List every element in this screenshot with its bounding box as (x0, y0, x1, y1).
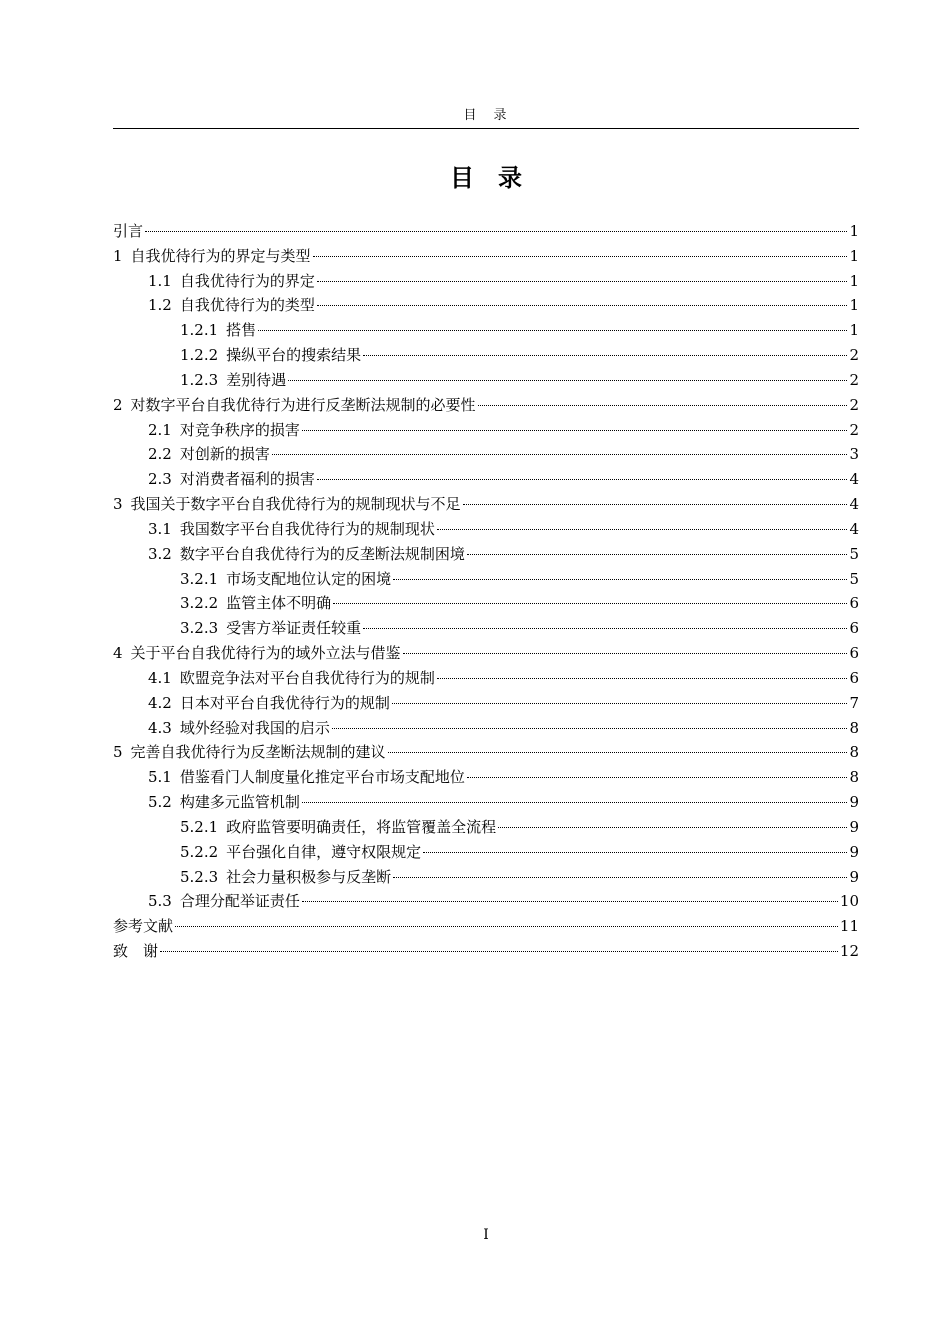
page-title-right: 录 (498, 164, 522, 192)
toc-entry-number: 5.2.2 (180, 842, 219, 861)
toc-entry-number: 3.2.2 (180, 594, 219, 613)
toc-dot-leader (317, 280, 848, 282)
toc-dot-leader (423, 851, 847, 853)
toc-entry-number: 1.2 (148, 296, 172, 315)
toc-dot-leader (478, 404, 848, 406)
toc-entry-title: 对数字平台自我优待行为进行反垄断法规制的必要性 (130, 395, 476, 414)
toc-entry-page: 4 (849, 495, 859, 514)
toc-entry[interactable] (113, 616, 859, 641)
toc-entry[interactable] (113, 567, 859, 592)
toc-entry-title: 自我优待行为的界定与类型 (130, 246, 311, 265)
toc-entry[interactable] (113, 914, 859, 939)
toc-entry[interactable] (113, 393, 859, 418)
toc-dot-leader (403, 652, 848, 654)
toc-entry-title: 欧盟竞争法对平台自我优待行为的规制 (179, 668, 435, 687)
toc-dot-leader (317, 304, 848, 306)
toc-entry-number: 2 (113, 395, 123, 414)
toc-entry-title: 数字平台自我优待行为的反垄断法规制困境 (179, 544, 465, 563)
toc-entry[interactable] (113, 939, 859, 964)
toc-entry[interactable] (113, 691, 859, 716)
toc-entry[interactable] (113, 418, 859, 443)
toc-entry-page: 9 (849, 867, 859, 886)
toc-entry[interactable] (113, 318, 859, 343)
toc-entry-page: 2 (849, 346, 859, 365)
toc-entry[interactable] (113, 219, 859, 244)
toc-entry-page: 2 (849, 370, 859, 389)
toc-entry-title: 我国数字平台自我优待行为的规制现状 (179, 519, 435, 538)
toc-entry[interactable] (113, 666, 859, 691)
toc-entry[interactable] (113, 492, 859, 517)
toc-entry-title: 引言 (113, 222, 144, 240)
toc-entry-title: 合理分配举证责任 (179, 892, 300, 911)
toc-entry[interactable] (113, 343, 859, 368)
toc-entry-number: 5.2 (148, 793, 172, 812)
toc-entry-page: 10 (839, 892, 859, 911)
toc-entry-title: 自我优待行为的界定 (179, 271, 315, 290)
toc-entry-page: 2 (849, 420, 859, 439)
toc-dot-leader (332, 727, 848, 729)
toc-entry-title: 日本对平台自我优待行为的规制 (179, 693, 390, 712)
toc-entry-number: 3 (113, 495, 123, 514)
toc-entry-number: 2.2 (148, 445, 172, 464)
toc-entry-page: 6 (849, 668, 859, 687)
toc-entry[interactable] (113, 790, 859, 815)
toc-entry-page: 4 (849, 519, 859, 538)
toc-dot-leader (463, 503, 848, 505)
toc-dot-leader (467, 553, 848, 555)
toc-entry[interactable] (113, 442, 859, 467)
toc-dot-leader (302, 429, 848, 431)
toc-entry-number: 5.2.1 (180, 817, 219, 836)
toc-entry-page: 1 (849, 296, 859, 315)
toc-dot-leader (317, 478, 848, 480)
toc-entry-title: 对创新的损害 (179, 445, 270, 464)
toc-entry[interactable] (113, 244, 859, 269)
toc-dot-leader (467, 776, 848, 778)
toc-entry-number: 3.2.3 (180, 619, 219, 638)
toc-entry-title: 对竞争秩序的损害 (179, 420, 300, 439)
toc-entry-page: 9 (849, 793, 859, 812)
toc-entry-title: 社会力量积极参与反垄断 (226, 867, 392, 886)
toc-entry-title: 监管主体不明确 (226, 594, 332, 613)
toc-dot-leader (363, 627, 847, 629)
toc-dot-leader (392, 702, 848, 704)
toc-entry-page: 5 (849, 569, 859, 588)
toc-dot-leader (437, 677, 848, 679)
toc-entry-title: 关于平台自我优待行为的域外立法与借鉴 (130, 644, 401, 663)
toc-dot-leader (333, 602, 847, 604)
toc-dot-leader (272, 453, 848, 455)
toc-entry-number: 5.3 (148, 892, 172, 911)
running-header: 目 录 (463, 108, 509, 123)
toc-entry-number: 4.2 (148, 693, 172, 712)
toc-entry-title: 政府监管要明确责任，将监管覆盖全流程 (226, 817, 497, 836)
toc-entry[interactable] (113, 368, 859, 393)
toc-entry-page: 3 (849, 445, 859, 464)
toc-entry-title: 构建多元监管机制 (179, 793, 300, 812)
toc-entry-page: 8 (849, 768, 859, 787)
toc-dot-leader (393, 578, 847, 580)
toc-entry-page: 6 (849, 619, 859, 638)
toc-entry-page: 1 (849, 321, 859, 340)
toc-dot-leader (498, 826, 847, 828)
toc-entry-page: 7 (849, 693, 859, 712)
toc-dot-leader (145, 230, 847, 232)
toc-entry-title: 搭售 (226, 321, 257, 340)
page-number: I (483, 1227, 489, 1243)
toc-entry-number: 2.3 (148, 470, 172, 489)
toc-entry-title: 借鉴看门人制度量化推定平台市场支配地位 (179, 768, 465, 787)
toc-entry-title: 完善自我优待行为反垄断法规制的建议 (130, 743, 386, 762)
toc-entry[interactable] (113, 591, 859, 616)
toc-dot-leader (393, 876, 847, 878)
toc-dot-leader (313, 255, 848, 257)
toc-entry-page: 9 (849, 842, 859, 861)
toc-dot-leader (258, 329, 847, 331)
page-title (113, 162, 859, 194)
toc-entry-number: 1.2.1 (180, 321, 219, 340)
toc-entry-title: 操纵平台的搜索结果 (226, 346, 362, 365)
toc-entry-number: 5.1 (148, 768, 172, 787)
toc-entry-page: 1 (849, 271, 859, 290)
toc-entry-number: 4.3 (148, 718, 172, 737)
toc-entry[interactable] (113, 765, 859, 790)
toc-dot-leader (288, 379, 847, 381)
toc-entry-page: 6 (849, 644, 859, 663)
toc-dot-leader (302, 900, 838, 902)
toc-entry-page: 1 (849, 246, 859, 265)
toc-entry[interactable] (113, 641, 859, 666)
toc-entry-title: 参考文献 (113, 917, 174, 936)
toc-entry-title: 致 谢 (113, 942, 159, 961)
toc-entry-number: 4 (113, 644, 123, 663)
toc-entry[interactable] (113, 517, 859, 542)
toc-entry-number: 5.2.3 (180, 867, 219, 886)
toc-entry-number: 1.1 (148, 271, 172, 290)
toc-entry-title: 我国关于数字平台自我优待行为的规制现状与不足 (130, 495, 461, 514)
toc-entry-page: 2 (849, 395, 859, 414)
toc-entry-number: 1.2.3 (180, 370, 219, 389)
toc-entry-page: 6 (849, 594, 859, 613)
toc-entry-number: 3.2.1 (180, 569, 219, 588)
toc-entry-number: 5 (113, 743, 123, 762)
toc-entry-number: 2.1 (148, 420, 172, 439)
toc-entry-number: 4.1 (148, 668, 172, 687)
toc-entry-number: 1.2.2 (180, 346, 219, 365)
toc-entry[interactable] (113, 467, 859, 492)
toc-dot-leader (175, 925, 838, 927)
toc-entry[interactable] (113, 815, 859, 840)
header-rule (113, 128, 859, 129)
toc-entry[interactable] (113, 542, 859, 567)
toc-entry-page: 4 (849, 470, 859, 489)
toc-entry-title: 域外经验对我国的启示 (179, 718, 330, 737)
toc-entry-page: 5 (849, 544, 859, 563)
toc-entry-title: 市场支配地位认定的困境 (226, 569, 392, 588)
toc-entry-title: 受害方举证责任较重 (226, 619, 362, 638)
toc-entry-number: 3.2 (148, 544, 172, 563)
page-title-left: 目 (450, 164, 474, 192)
toc-dot-leader (363, 354, 847, 356)
toc-entry-page: 9 (849, 817, 859, 836)
toc-entry-number: 3.1 (148, 519, 172, 538)
toc-entry-title: 对消费者福利的损害 (179, 470, 315, 489)
table-of-contents (113, 219, 859, 964)
toc-dot-leader (388, 751, 848, 753)
toc-entry-page: 1 (849, 222, 859, 240)
toc-entry-title: 平台强化自律，遵守权限规定 (226, 842, 422, 861)
toc-entry-title: 自我优待行为的类型 (179, 296, 315, 315)
toc-entry[interactable] (113, 716, 859, 741)
toc-entry[interactable] (113, 865, 859, 890)
toc-entry-page: 8 (849, 718, 859, 737)
toc-entry[interactable] (113, 269, 859, 294)
toc-entry-page: 11 (839, 917, 859, 936)
toc-entry-page: 8 (849, 743, 859, 762)
toc-dot-leader (160, 950, 838, 952)
toc-entry-page: 12 (839, 942, 859, 961)
toc-entry[interactable] (113, 293, 859, 318)
toc-dot-leader (302, 801, 848, 803)
toc-entry[interactable] (113, 740, 859, 765)
toc-dot-leader (437, 528, 848, 530)
toc-entry[interactable] (113, 840, 859, 865)
toc-entry[interactable] (113, 889, 859, 914)
toc-entry-title: 差别待遇 (226, 370, 287, 389)
toc-entry-number: 1 (113, 246, 123, 265)
